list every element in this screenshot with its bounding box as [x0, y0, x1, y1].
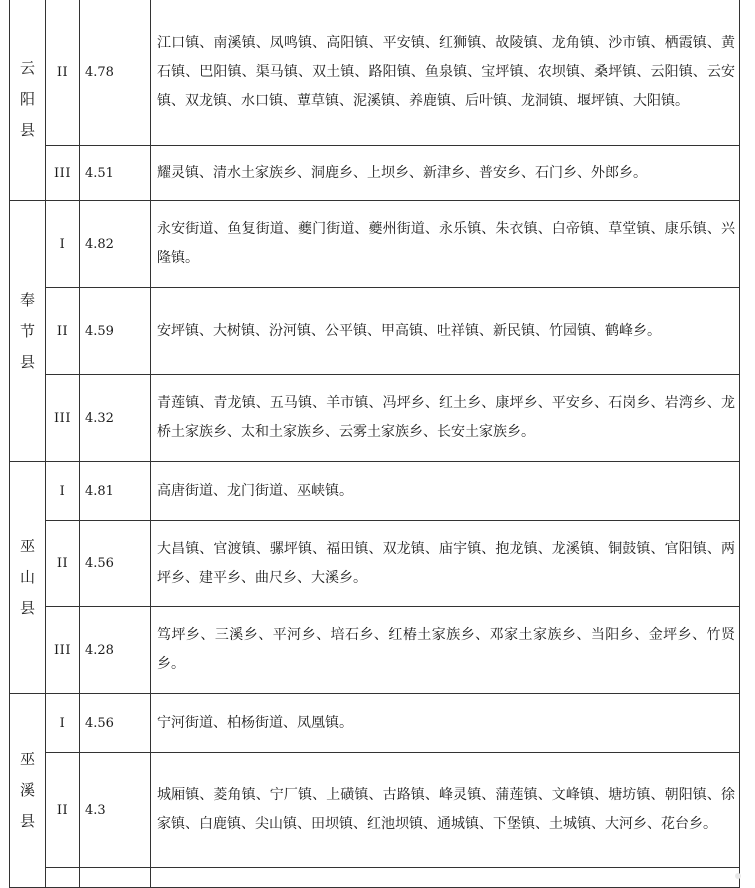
level-cell: I	[46, 694, 80, 753]
level-cell: II	[46, 521, 80, 607]
county-name: 奉节县	[20, 290, 36, 371]
towns-cell: 耀灵镇、清水土家族乡、洞鹿乡、上坝乡、新津乡、普安乡、石门乡、外郎乡。	[151, 146, 740, 201]
watermark-dot-icon	[735, 873, 741, 879]
towns-cell: 高唐街道、龙门街道、巫峡镇。	[151, 462, 740, 521]
value-cell: 4.51	[80, 146, 151, 201]
value-cell	[80, 868, 151, 888]
town-classification-table	[9, 0, 740, 888]
level-cell: II	[46, 0, 80, 146]
level-cell: III	[46, 375, 80, 462]
table-row	[10, 201, 740, 288]
county-name: 巫山县	[20, 537, 36, 617]
value-cell: 4.28	[80, 607, 151, 694]
county-cell	[10, 0, 46, 201]
towns-cell: 江口镇、南溪镇、凤鸣镇、高阳镇、平安镇、红狮镇、故陵镇、龙角镇、沙市镇、栖霞镇、黄石镇、巴阳镇、渠马镇、双土镇、路阳镇、鱼泉镇、宝坪镇、农坝镇、桑坪镇、云阳镇、云安镇、双龙镇、水口镇、蕈草镇、泥溪镇、养鹿镇、后叶镇、龙洞镇、堰坪镇、大阳镇。	[151, 0, 740, 146]
county-cell	[10, 201, 46, 462]
towns-cell: 宁河街道、柏杨街道、凤凰镇。	[151, 694, 740, 753]
towns-cell: 城厢镇、菱角镇、宁厂镇、上磺镇、古路镇、峰灵镇、蒲莲镇、文峰镇、塘坊镇、朝阳镇、徐家镇、白鹿镇、尖山镇、田坝镇、红池坝镇、通城镇、下堡镇、土城镇、大河乡、花台乡。	[151, 753, 740, 868]
table-row	[10, 462, 740, 521]
county-name: 巫溪县	[20, 750, 36, 830]
level-cell: II	[46, 753, 80, 868]
level-cell: I	[46, 201, 80, 288]
county-name: 云阳县	[20, 59, 36, 139]
level-cell: II	[46, 288, 80, 375]
level-cell: I	[46, 462, 80, 521]
value-cell: 4.32	[80, 375, 151, 462]
towns-cell: 笃坪乡、三溪乡、平河乡、培石乡、红椿土家族乡、邓家土家族乡、当阳乡、金坪乡、竹贤乡。	[151, 607, 740, 694]
towns-cell: 永安街道、鱼复街道、夔门街道、夔州街道、永乐镇、朱衣镇、白帝镇、草堂镇、康乐镇、兴隆镇。	[151, 201, 740, 288]
value-cell: 4.56	[80, 521, 151, 607]
level-cell: III	[46, 607, 80, 694]
county-cell	[10, 462, 46, 694]
level-cell	[46, 868, 80, 888]
table-row	[10, 753, 740, 868]
table-row	[10, 694, 740, 753]
table-row	[10, 375, 740, 462]
table-row	[10, 868, 740, 888]
value-cell: 4.81	[80, 462, 151, 521]
towns-cell: 大昌镇、官渡镇、骡坪镇、福田镇、双龙镇、庙宇镇、抱龙镇、龙溪镇、铜鼓镇、官阳镇、两坪乡、建平乡、曲尺乡、大溪乡。	[151, 521, 740, 607]
towns-cell	[151, 868, 740, 888]
table-row	[10, 521, 740, 607]
value-cell: 4.78	[80, 0, 151, 146]
value-cell: 4.59	[80, 288, 151, 375]
value-cell: 4.3	[80, 753, 151, 868]
table-row	[10, 0, 740, 146]
towns-cell: 青莲镇、青龙镇、五马镇、羊市镇、冯坪乡、红土乡、康坪乡、平安乡、石岗乡、岩湾乡、龙桥土家族乡、太和土家族乡、云雾土家族乡、长安土家族乡。	[151, 375, 740, 462]
level-cell: III	[46, 146, 80, 201]
table-row	[10, 146, 740, 201]
towns-cell: 安坪镇、大树镇、汾河镇、公平镇、甲高镇、吐祥镇、新民镇、竹园镇、鹤峰乡。	[151, 288, 740, 375]
table-row	[10, 607, 740, 694]
value-cell: 4.56	[80, 694, 151, 753]
county-cell	[10, 694, 46, 888]
value-cell: 4.82	[80, 201, 151, 288]
table-row	[10, 288, 740, 375]
